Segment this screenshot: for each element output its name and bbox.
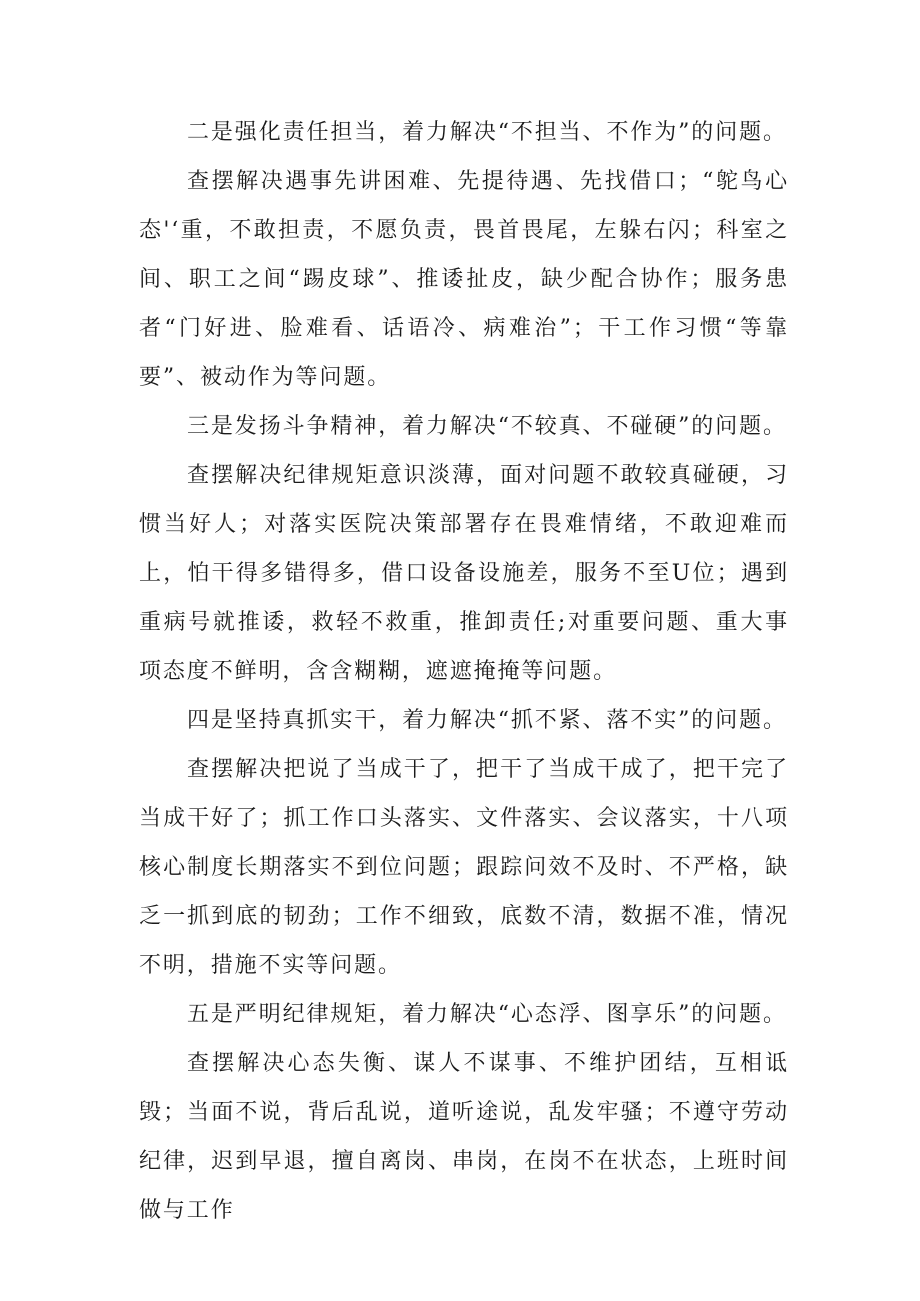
section-heading-3: 三是发扬斗争精神，着力解决“不较真、不碰硬”的问题。 <box>187 414 787 439</box>
section-heading-4: 四是坚持真抓实干，着力解决“抓不紧、落不实”的问题。 <box>187 708 787 733</box>
document-body <box>139 108 789 1235</box>
section-heading-2: 二是强化责任担当，着力解决“不担当、不作为”的问题。 <box>187 120 787 145</box>
section-body-4: 查摆解决把说了当成干了，把干了当成干成了，把干完了当成干好了；抓工作口头落实、文件落实、会议落实，十八项核心制度长期落实不到位问题；跟踪问效不及时、不严格，缺乏一抓到底的韧劲；工作不细致，底数不清，数据不准，情况不明，措施不实等问题。 <box>139 757 789 978</box>
section-body-2: 查摆解决遇事先讲困难、先提待遇、先找借口；“鸵鸟心态'‘重，不敢担责，不愿负责，畏首畏尾，左躲右闪；科室之间、职工之间“踢皮球”、推诿扯皮，缺少配合协作；服务患者“门好进、脸难看、话语冷、病难治”；干工作习惯“等靠要”、被动作为等问题。 <box>139 169 789 390</box>
section-heading-5: 五是严明纪律规矩，着力解决“心态浮、图享乐”的问题。 <box>187 1002 787 1027</box>
section-body-3: 查摆解决纪律规矩意识淡薄，面对问题不敢较真碰硬，习惯当好人；对落实医院决策部署存在畏难情绪，不敢迎难而上，怕干得多错得多，借口设备设施差，服务不至U位；遇到重病号就推诿，救轻不救重，推卸责任;对重要问题、重大事项态度不鲜明，含含糊糊，遮遮掩掩等问题。 <box>139 463 789 684</box>
section-body-5: 查摆解决心态失衡、谋人不谋事、不维护团结，互相诋毁；当面不说，背后乱说，道听途说，乱发牢骚；不遵守劳动纪律，迟到早退，擅自离岗、串岗，在岗不在状态，上班时间做与工作 <box>139 1051 789 1223</box>
